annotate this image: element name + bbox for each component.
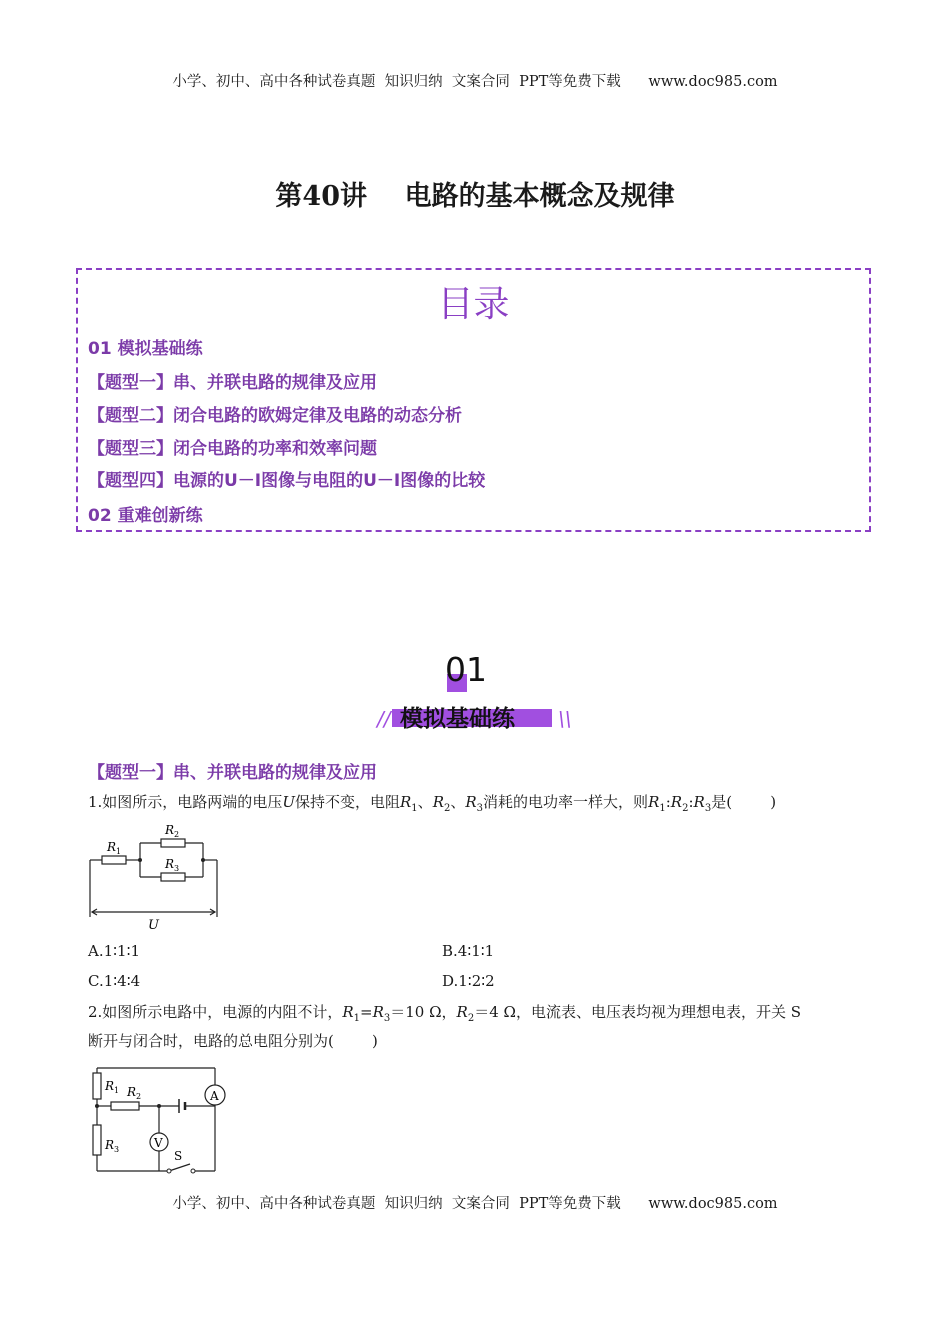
question-1-text: 1.如图所示，电路两端的电压U保持不变，电阻$R_1$、$R_2$、$R_3$消耗的电功率一样大，则$R_1:R_2:R_3$是( ) bbox=[88, 793, 777, 814]
toc-item-type3[interactable]: 【题型三】闭合电路的功率和效率问题 bbox=[88, 439, 377, 459]
resistor-r3 bbox=[161, 873, 185, 881]
resistor-r1 bbox=[102, 856, 126, 864]
section-banner bbox=[392, 703, 562, 731]
question-2-line-2: 断开与闭合时，电路的总电阻分别为( ) bbox=[88, 1032, 378, 1050]
toc-heading: 目录 bbox=[437, 284, 510, 325]
q1-option-b[interactable]: B.4∶1∶1 bbox=[442, 942, 495, 960]
circuit-diagram-2 bbox=[85, 1063, 235, 1178]
circuit-diagram-1 bbox=[85, 815, 230, 935]
toc-item-type2[interactable]: 【题型二】闭合电路的欧姆定律及电路的动态分析 bbox=[88, 406, 462, 426]
q1-option-a[interactable]: A.1∶1∶1 bbox=[88, 942, 141, 960]
page-title: 第40讲 电路的基本概念及规律 bbox=[275, 181, 675, 212]
ammeter-label: A bbox=[210, 1089, 219, 1103]
resistor-r3 bbox=[93, 1125, 101, 1155]
toc-item-basic[interactable]: 01 模拟基础练 bbox=[88, 339, 203, 359]
label-r2: $R_2$ bbox=[127, 1085, 142, 1101]
page-header: 小学、初中、高中各种试卷真题 知识归纳 文案合同 PPT等免费下载 www.doc985.com bbox=[172, 74, 778, 90]
toc-item-type1[interactable]: 【题型一】串、并联电路的规律及应用 bbox=[88, 373, 377, 393]
section-label: 模拟基础练 bbox=[400, 706, 515, 732]
label-switch: S bbox=[174, 1149, 183, 1163]
label-r1: $R_1$ bbox=[107, 840, 122, 856]
question-type-heading: 【题型一】串、并联电路的规律及应用 bbox=[88, 763, 377, 783]
section-slash-left: // bbox=[377, 707, 391, 731]
label-r3: $R_3$ bbox=[165, 857, 180, 873]
label-u: U bbox=[148, 918, 159, 933]
toc-item-type4[interactable]: 【题型四】电源的U－I图像与电阻的U－I图像的比较 bbox=[88, 471, 486, 491]
question-2-line-1: 2.如图所示电路中，电源的内阻不计，$R_1=R_3=10$ Ω，$R_2=4$ Ω，电流表、电压表均视为理想电表，开关 S bbox=[88, 1003, 802, 1024]
q1-option-d[interactable]: D.1∶2∶2 bbox=[442, 972, 495, 990]
label-r1: $R_1$ bbox=[105, 1079, 120, 1095]
section-slash-right: \\ bbox=[558, 707, 572, 731]
label-r3: $R_3$ bbox=[105, 1138, 120, 1154]
resistor-r1 bbox=[93, 1073, 101, 1099]
section-number: 01 bbox=[445, 650, 487, 689]
label-r2: $R_2$ bbox=[165, 823, 180, 839]
resistor-r2 bbox=[111, 1102, 139, 1110]
resistor-r2 bbox=[161, 839, 185, 847]
toc-item-advanced[interactable]: 02 重难创新练 bbox=[88, 506, 203, 526]
q1-option-c[interactable]: C.1∶4∶4 bbox=[88, 972, 141, 990]
voltmeter-label: V bbox=[154, 1136, 163, 1150]
page-footer: 小学、初中、高中各种试卷真题 知识归纳 文案合同 PPT等免费下载 www.doc985.com bbox=[172, 1196, 778, 1212]
table-of-contents bbox=[76, 268, 871, 532]
